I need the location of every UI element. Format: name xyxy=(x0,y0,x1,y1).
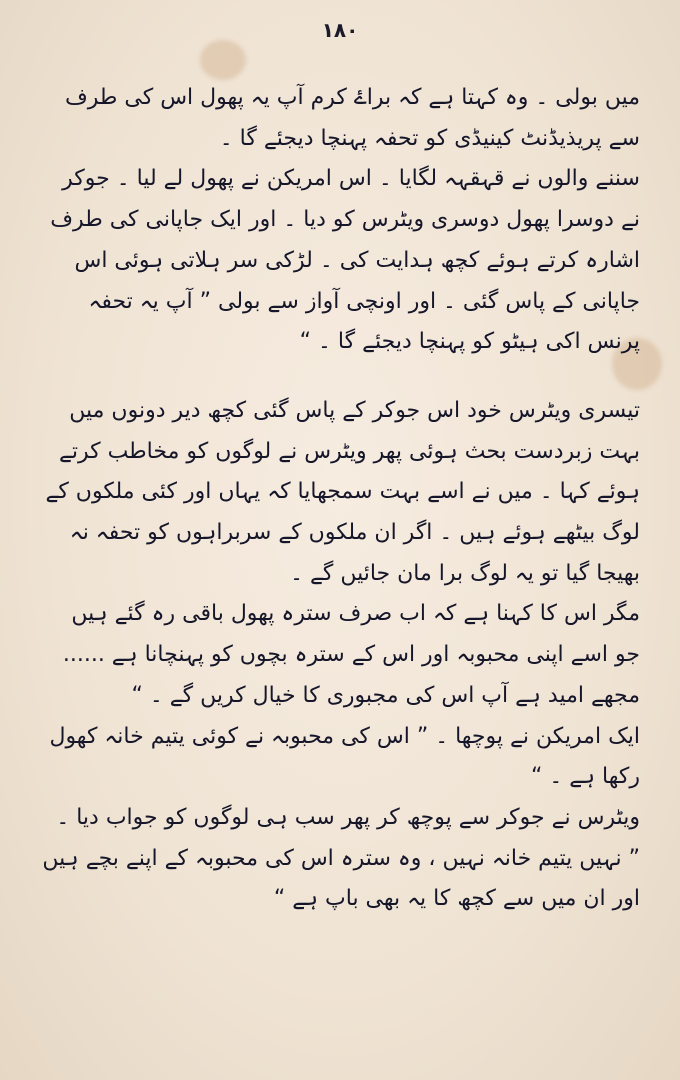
paragraph: تیسری ویٹرس خود اس جوکر کے پاس گئی کچھ دیر دونوں میں بہت زبردست بحث ہوئی پھر ویٹرس نے لوگوں کو مخاطب کرتے ہوئے کہا ۔ میں نے اسے بہت سمجھایا کہ یہاں اور کئی ملکوں کے لوگ بیٹھے ہوئے ہیں ۔ اگر ان ملکوں کے سربراہوں کو تحفہ نہ بھیجا گیا تو یہ لوگ برا مان جائیں گے ۔ xyxy=(45,397,640,586)
paragraph: ” نہیں یتیم خانہ نہیں ، وہ سترہ اس کی محبوبہ کے اپنے بچے ہیں اور ان میں سے کچھ کا یہ بھی باپ ہے “ xyxy=(42,845,640,912)
paragraph: سننے والوں نے قہقہہ لگایا ۔ اس امریکن نے پھول لے لیا ۔ جوکر نے دوسرا پھول دوسری ویٹرس کو دیا ۔ اور ایک جاپانی کی طرف اشارہ کرتے ہوئے کچھ ہدایت کی ۔ لڑکی سر ہلاتی ہوئی اس جاپانی کے پاس گئی ۔ اور اونچی آواز سے بولی ” آپ یہ تحفہ پرنس اکی ہیٹو کو پہنچا دیجئے گا ۔ “ xyxy=(50,166,640,355)
paragraph: ایک امریکن نے پوچھا ۔ ” اس کی محبوبہ نے کوئی یتیم خانہ کھول رکھا ہے ۔ “ xyxy=(49,723,640,790)
paragraph: میں بولی ۔ وہ کہتا ہے کہ براۓ کرم آپ یہ پھول اس کی طرف سے پریذیڈنٹ کینیڈی کو تحفہ پہنچا دیجئے گا ۔ xyxy=(64,85,640,151)
paragraph: ویٹرس نے جوکر سے پوچھ کر پھر سب ہی لوگوں کو جواب دیا ۔ xyxy=(56,804,640,830)
paragraph: مگر اس کا کہنا ہے کہ اب صرف سترہ پھول باقی رہ گئے ہیں جو اسے اپنی محبوبہ اور اس کے سترہ بچوں کو پہنچانا ہے ...... مجھے امید ہے آپ اس کی مجبوری کا خیال کریں گے ۔ “ xyxy=(62,601,640,708)
paper-stain xyxy=(200,40,246,80)
body-text xyxy=(40,78,640,920)
page-number: ۱۸۰ xyxy=(321,18,359,42)
